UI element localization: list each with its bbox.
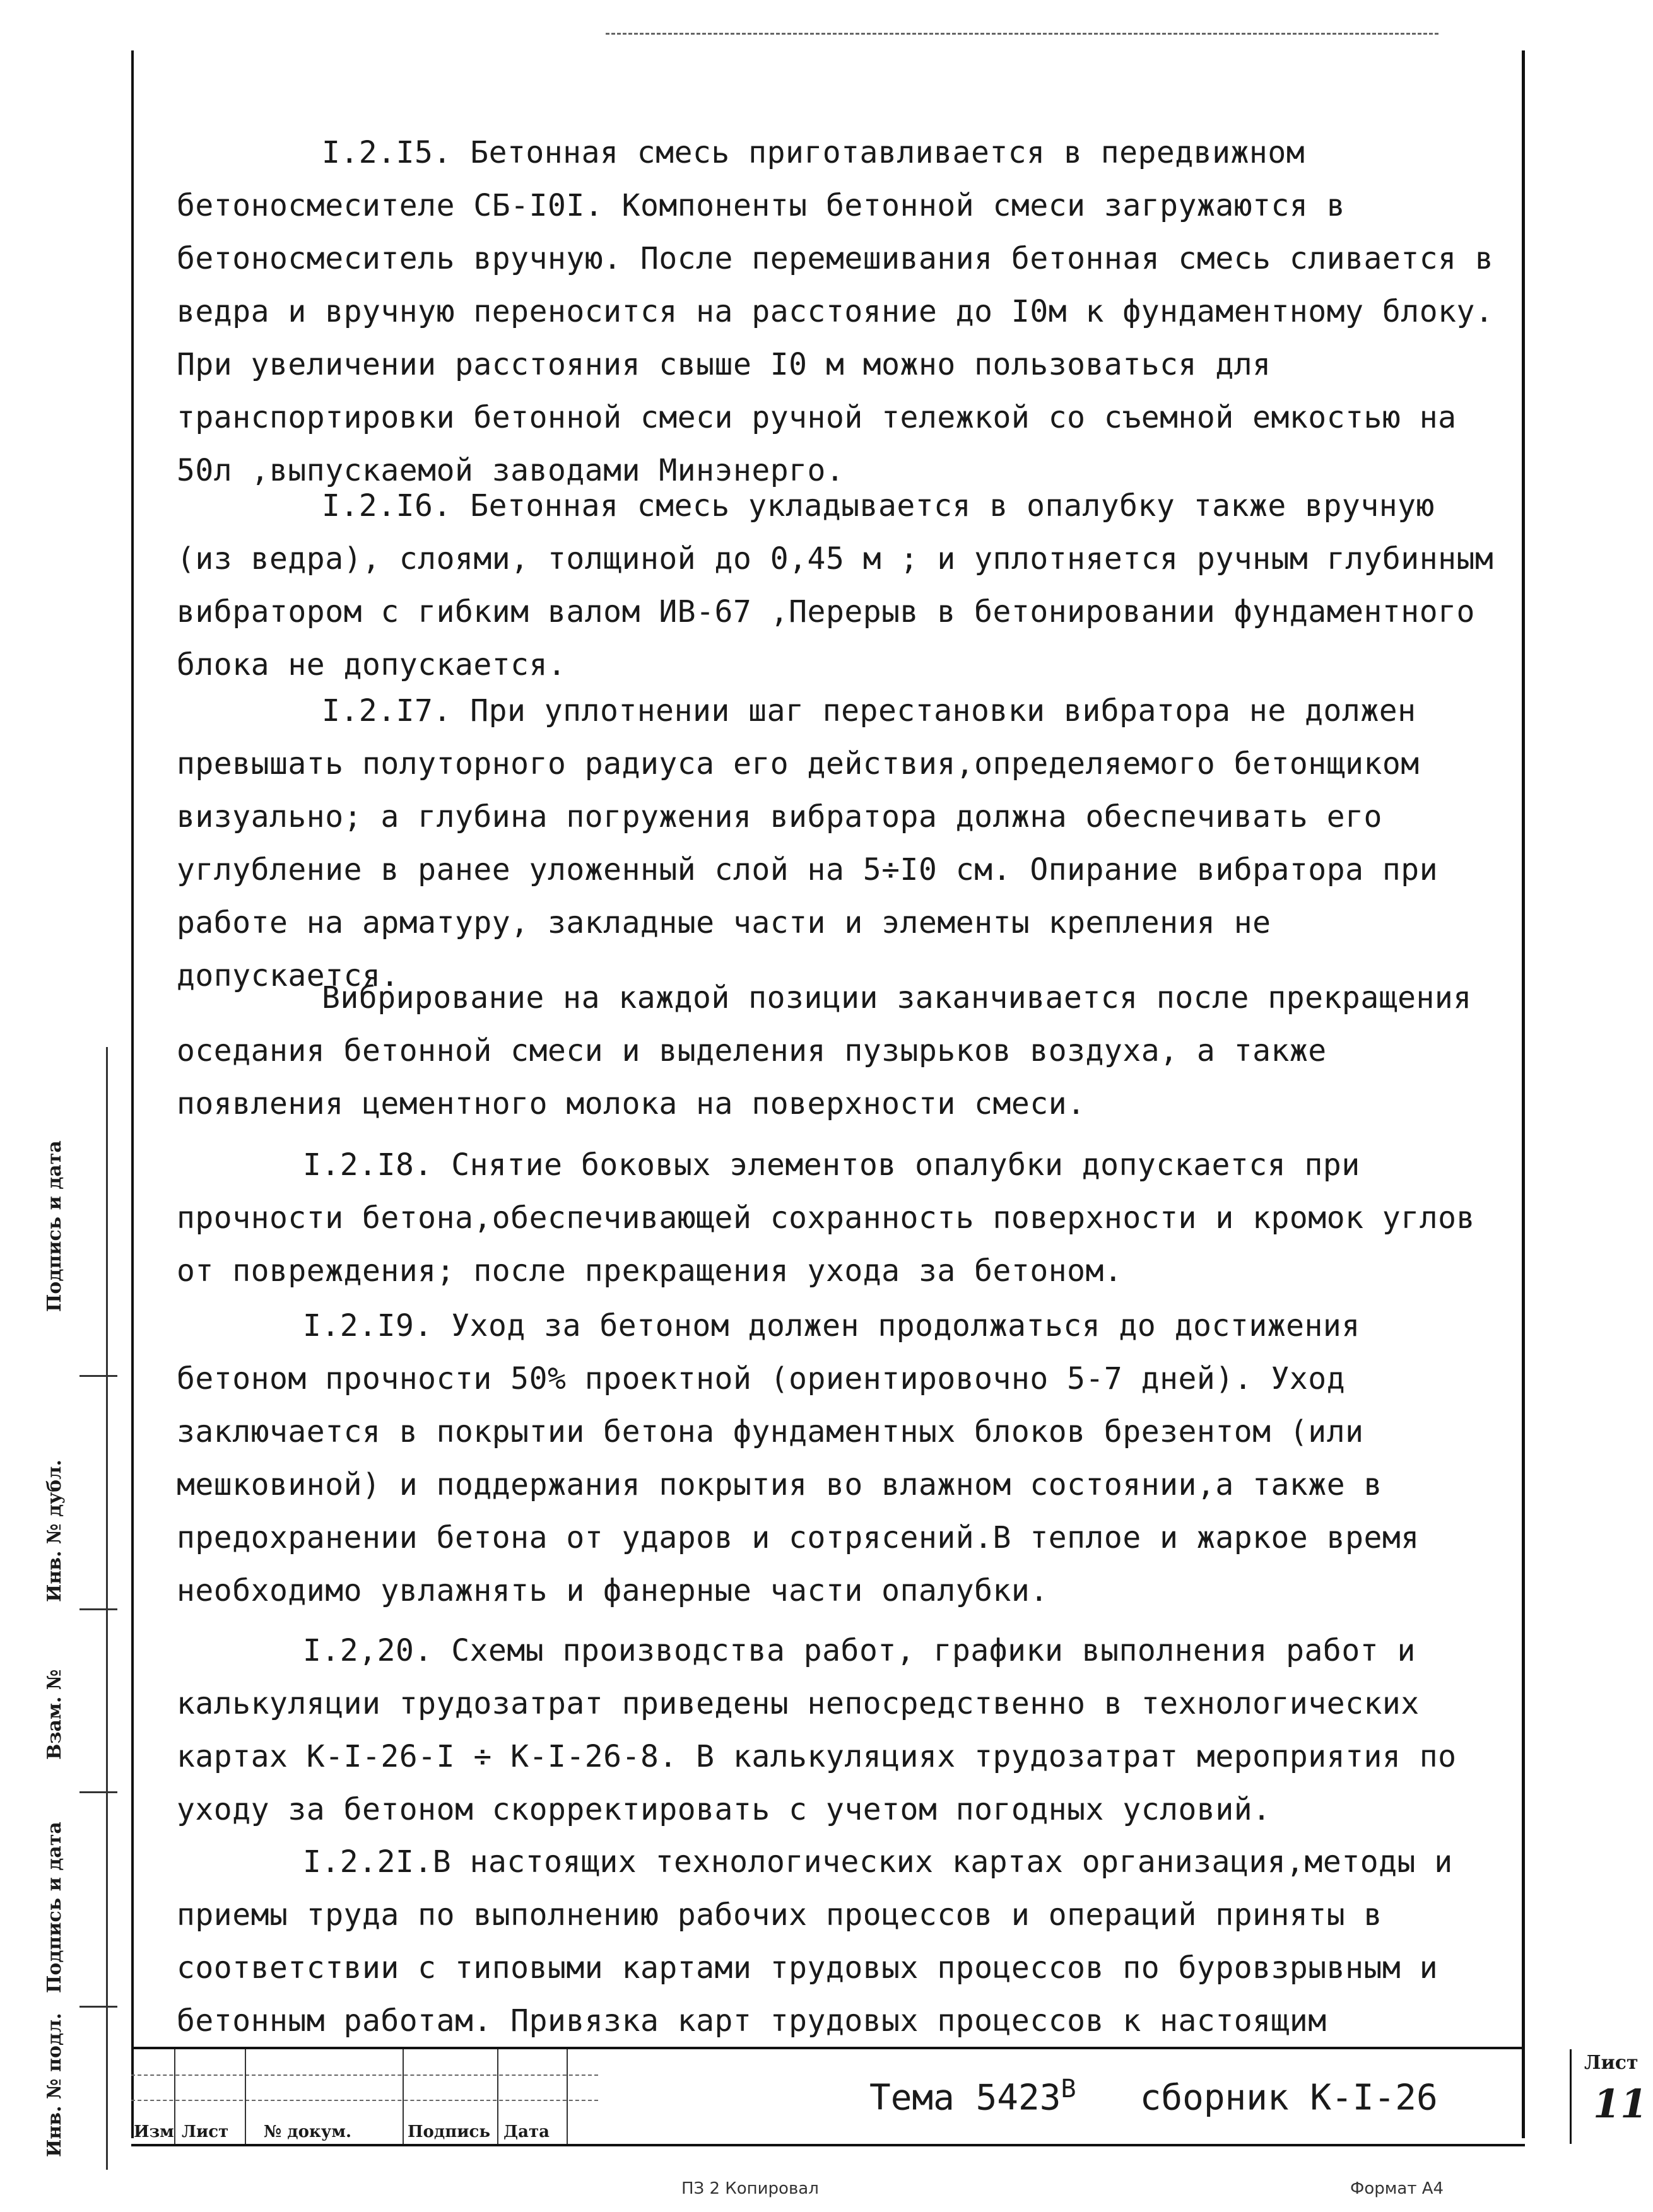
margin-label-vzam: Взам. №: [44, 1669, 66, 1760]
stamp-cell-signature: [403, 2049, 498, 2144]
sheet-box: [1570, 2049, 1653, 2144]
title-block-stamp: [131, 2047, 1648, 2146]
paragraph-1-2-16: I.2.I6. Бетонная смесь укладывается в опалубку также вручную (из ведра), слоями, толщиной до 0,45 м ; и уплотняется ручным глубинным вибратором с гибким валом ИВ-67 ,Перерыв в бетонировании фундаментного блока не допускается.: [177, 488, 1512, 682]
margin-label-inv-podl: Инв. № подл.: [44, 2013, 66, 2157]
margin-label-inv-dubl: Инв. № дубл.: [44, 1460, 66, 1602]
frame-right-border: [1522, 50, 1525, 2138]
margin-tick: [79, 1608, 117, 1610]
sheet-label: Лист: [1584, 2052, 1638, 2074]
margin-tick: [79, 2006, 117, 2008]
paragraph-1-2-15: I.2.I5. Бетонная смесь приготавливается в передвижном бетоносмесителе СБ-I0I. Компоненты бетонной смеси загружаются в бетоносмеситель вручную. После перемешивания бетонная смесь сливается в ведра и вручную переносится на расстояние до I0м к фундаментному блоку. При увеличении расстояния свыше I0 м можно пользоваться для транспортировки бетонной смеси ручной тележкой со съемной емкостью на 50л ,выпускаемой заводами Минэнерго.: [177, 135, 1512, 488]
stamp-theme: Тема 5423: [869, 2077, 1061, 2119]
margin-label-signature-date-2: Подпись и дата: [44, 1140, 66, 1312]
stamp-label-izm: Изм: [134, 2122, 174, 2141]
frame-left-border: [131, 50, 134, 2138]
left-margin-stamp-column: [19, 1047, 120, 2170]
stamp-label-list: Лист: [182, 2122, 229, 2141]
stamp-theme-superscript: В: [1061, 2074, 1076, 2104]
top-edge-mark: [606, 33, 1438, 35]
paragraph-1-2-17: I.2.I7. При уплотнении шаг перестановки вибратора не должен превышать полуторного радиуса его действия,определяемого бетонщиком визуально; а глубина погружения вибратора должна обеспечивать его углубление в ранее уложенный слой на 5÷I0 см. Опирание вибратора при работе на арматуру, закладные части и элементы крепления не допускается.: [177, 693, 1457, 993]
margin-tick: [79, 1791, 117, 1793]
margin-tick: [79, 1375, 117, 1377]
stamp-cell-date: [497, 2049, 568, 2144]
sheet-number: 11: [1593, 2081, 1648, 2127]
paragraph-1-2-20: I.2,20. Схемы производства работ, графики выполнения работ и калькуляции трудозатрат приведены непосредственно в технологических картах К-I-26-I ÷ К-I-26-8. В калькуляциях трудозатрат мероприятия по уходу за бетоном скорректировать с учетом погодных условий.: [177, 1633, 1475, 1827]
stamp-label-signature: Подпись: [408, 2122, 491, 2141]
footer-copied: ПЗ 2 Копировал: [681, 2179, 819, 2198]
stamp-label-doc-number: № докум.: [264, 2122, 352, 2141]
margin-label-signature-date-1: Подпись и дата: [44, 1822, 66, 1993]
paragraph-1-2-21: I.2.2I.В настоящих технологических картах организация,методы и приемы труда по выполнению рабочих процессов и операций приняты в соответствии с типовыми картами трудовых процессов по буровзрывным и бетонным работам. Привязка карт трудовых процессов к настоящим: [177, 1844, 1472, 2039]
paragraph-1-2-18: I.2.I8. Снятие боковых элементов опалубки допускается при прочности бетона,обеспечивающей сохранность поверхности и кромок углов от повреждения; после прекращения ухода за бетоном.: [177, 1147, 1494, 1289]
footer-format: Формат А4: [1350, 2179, 1444, 2198]
stamp-cell-izm: [131, 2049, 175, 2144]
stamp-cell-list: [174, 2049, 246, 2144]
stamp-cell-doc-number: [245, 2049, 404, 2144]
stamp-collection: сборник К-I-26: [1139, 2077, 1438, 2119]
paragraph-vibration: Вибрирование на каждой позиции заканчивается после прекращения оседания бетонной смеси и выделения пузырьков воздуха, а также появления цементного молока на поверхности смеси.: [177, 980, 1491, 1121]
paragraph-1-2-19: I.2.I9. Уход за бетоном должен продолжаться до достижения бетоном прочности 50% проектной (ориентировочно 5-7 дней). Уход заключается в покрытии бетона фундаментных блоков брезентом (или мешковиной) и поддержания покрытия во влажном состоянии,а также в предохранении бетона от ударов и сотрясений.В теплое и жаркое время необходимо увлажнять и фанерные части опалубки.: [177, 1308, 1438, 1608]
stamp-title: [869, 2074, 1438, 2119]
stamp-label-date: Дата: [503, 2122, 550, 2141]
